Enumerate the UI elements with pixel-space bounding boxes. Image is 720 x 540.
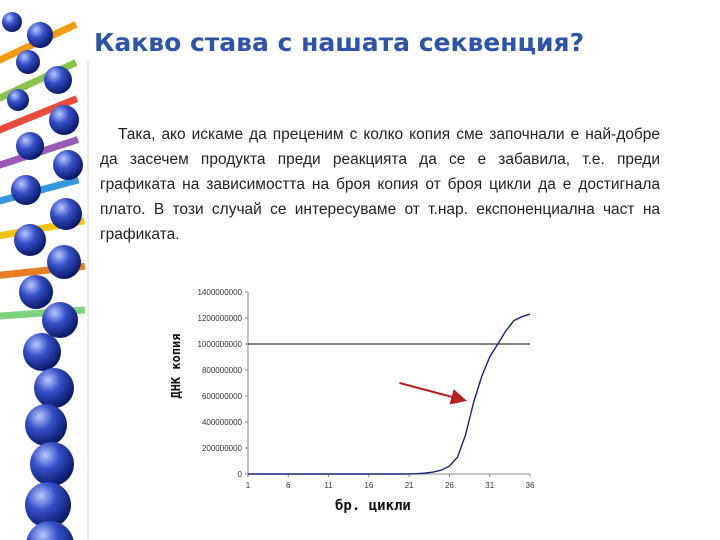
dna-helix-decoration: [0, 0, 92, 540]
x-tick-label: 1: [245, 481, 251, 490]
x-tick-label: 31: [485, 481, 495, 490]
y-tick-label: 0: [237, 470, 242, 479]
x-tick-label: 36: [525, 481, 535, 490]
y-tick-label: 600000000: [201, 392, 242, 401]
x-tick-label: 16: [364, 481, 374, 490]
series-group: [248, 314, 530, 474]
pcr-amplification-chart: [160, 278, 550, 518]
y-tick-label: 400000000: [201, 418, 242, 427]
series-line-0: [248, 314, 530, 474]
axes: [248, 292, 530, 474]
y-tick-label: 1000000000: [197, 340, 242, 349]
y-tick-label: 800000000: [201, 366, 242, 375]
page-title: Какво става с нашата секвенция?: [94, 28, 585, 57]
x-tick-label: 21: [404, 481, 414, 490]
x-tick-label: 6: [286, 481, 291, 490]
x-tick-label: 11: [324, 481, 333, 490]
x-tick-label: 26: [444, 481, 454, 490]
y-axis-label: ДНК копия: [169, 333, 183, 399]
x-axis-label: бр. цикли: [335, 498, 411, 514]
x-tick-labels: [246, 474, 535, 490]
y-tick-label: 1200000000: [197, 314, 242, 323]
annotation-group: [399, 383, 463, 400]
annotation-arrow: [399, 383, 463, 400]
y-tick-label: 200000000: [201, 444, 242, 453]
body-paragraph: Така, ако искаме да преценим с колко копия сме започнали е най-добре да засечем продукта преди реакцията да се е забавила, т.е. преди графиката на зависимостта на броя копия от броя цикли да е достигнала плато. В този случай се интересуваме от т.нар. експоненциална част на графиката.: [100, 126, 660, 243]
y-tick-labels: [198, 288, 249, 479]
y-tick-label: 1400000000: [197, 288, 242, 297]
